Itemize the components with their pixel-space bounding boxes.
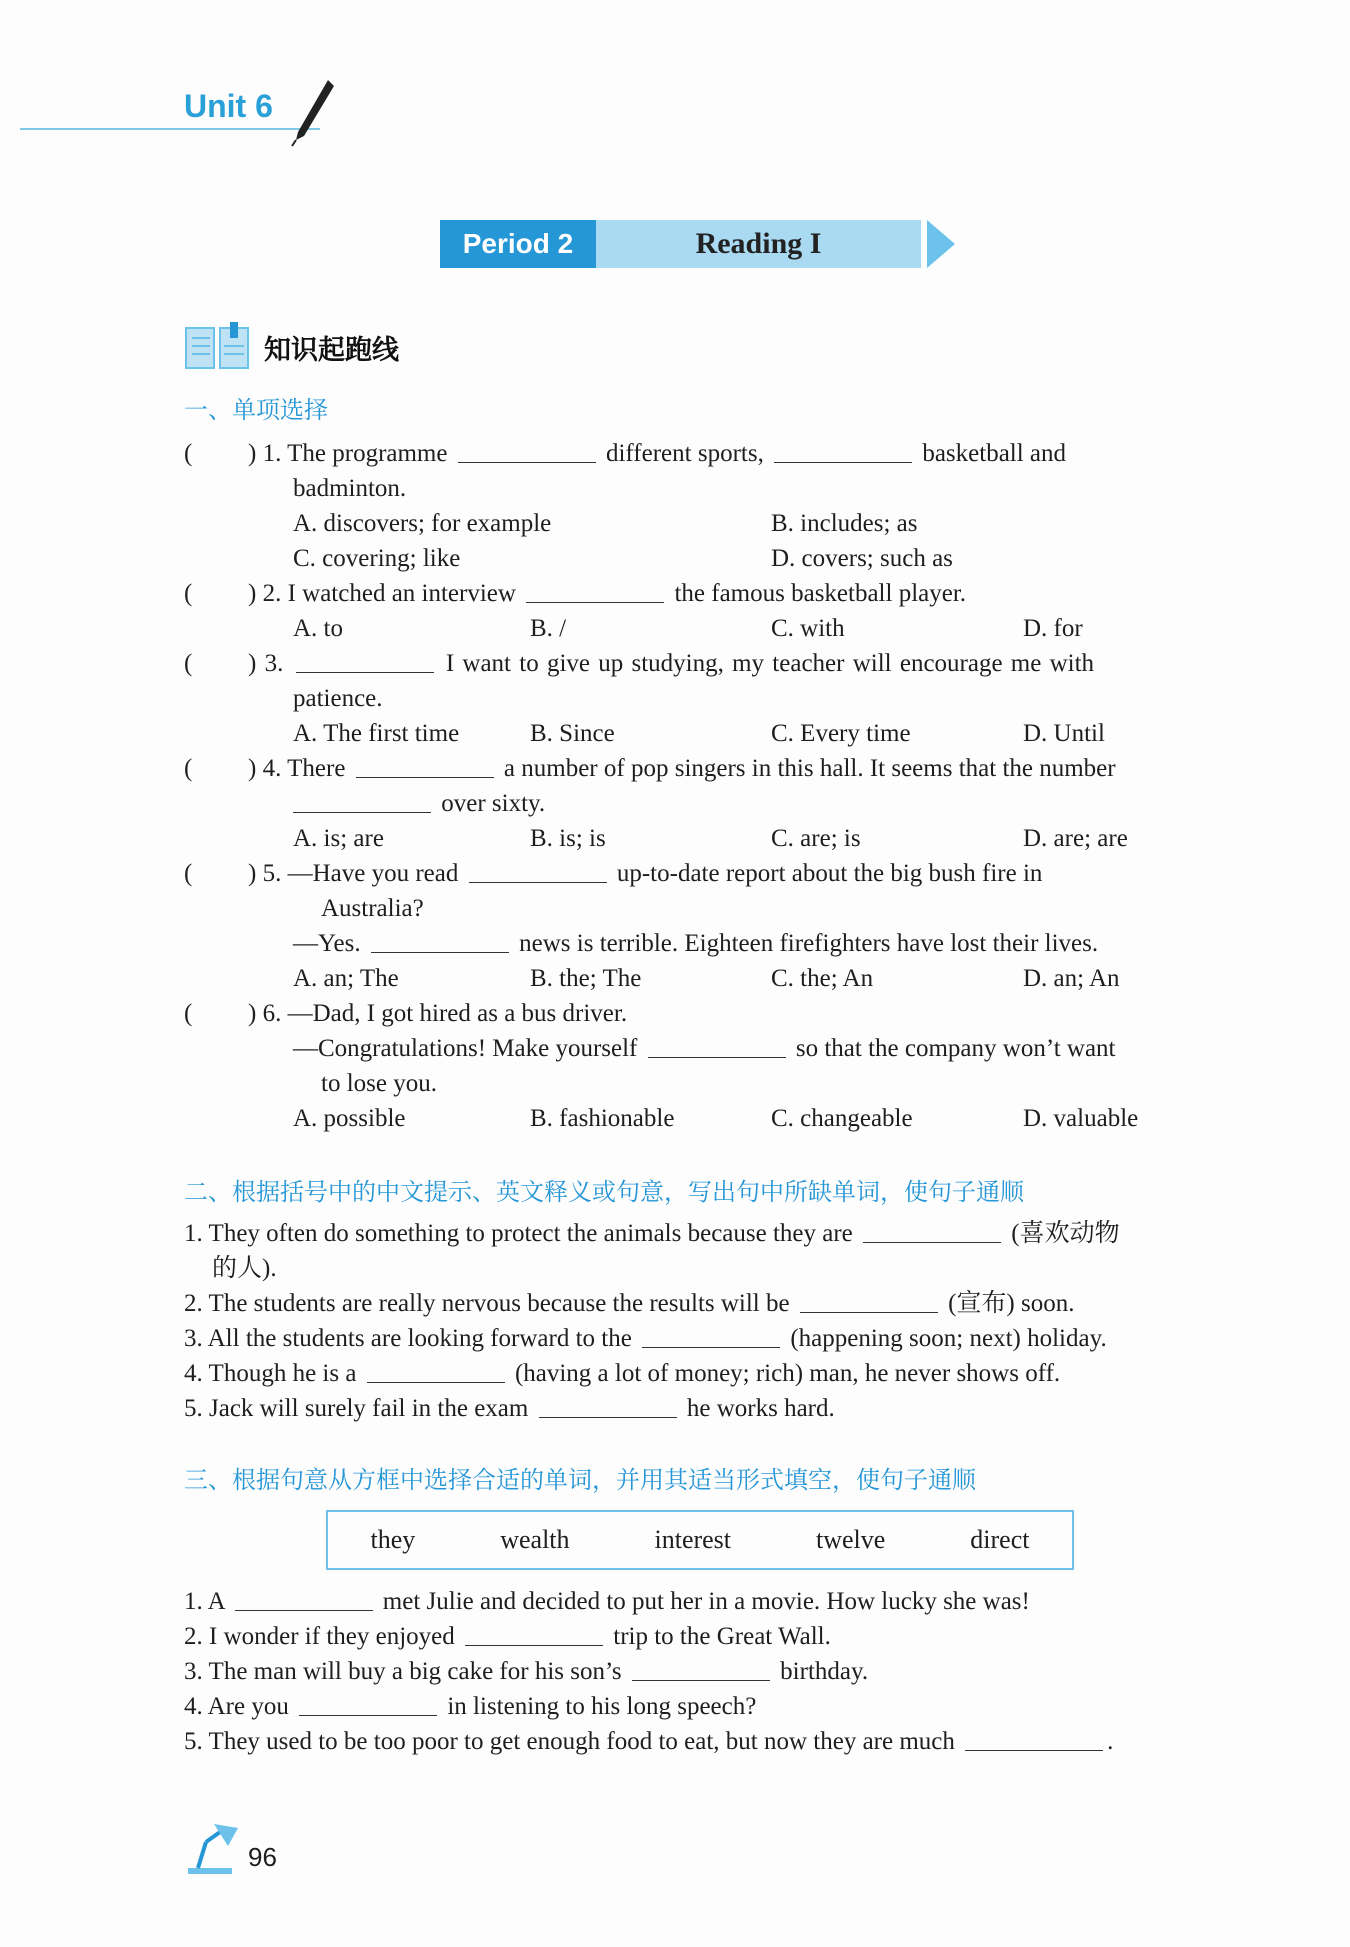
page-number: 96 xyxy=(248,1842,277,1872)
q5-bracket: ( xyxy=(184,860,193,887)
pen-icon xyxy=(290,78,334,148)
word-box-item: interest xyxy=(654,1525,732,1554)
q1-stem-cont: badminton. xyxy=(293,475,407,502)
q4-option-a: A. is; are xyxy=(293,825,384,852)
q6-stem-cont: to lose you. xyxy=(321,1070,437,1097)
p3-sentence-1: 1. A met Julie and decided to put her in a movie. How lucky she was! xyxy=(184,1584,1030,1619)
p3-blank-1[interactable] xyxy=(235,1584,373,1611)
header-rule xyxy=(20,128,320,130)
word-box-item: wealth xyxy=(500,1525,570,1554)
book-icon xyxy=(184,322,250,372)
p3-blank-3[interactable] xyxy=(632,1654,770,1681)
q3-stem: ) 3. I want to give up studying, my teacher will encourage me with xyxy=(248,646,1094,681)
q2-option-d: D. for xyxy=(1023,615,1083,642)
q6-option-a: A. possible xyxy=(293,1105,406,1132)
q4-stem: ) 4. There a number of pop singers in this hall. It seems that the number xyxy=(248,751,1116,786)
q2-bracket: ( xyxy=(184,580,193,607)
q4-bracket: ( xyxy=(184,755,193,782)
p3-blank-2[interactable] xyxy=(465,1619,603,1646)
unit-title: Unit 6 xyxy=(184,88,273,124)
q3-stem-cont: patience. xyxy=(293,685,383,712)
word-box-item: they xyxy=(370,1525,416,1554)
word-box-item: direct xyxy=(970,1525,1030,1554)
p2-blank-4[interactable] xyxy=(367,1356,505,1383)
q2-option-a: A. to xyxy=(293,615,343,642)
q5-stem: ) 5. —Have you read up-to-date report about the big bush fire in xyxy=(248,856,1042,891)
q6-stem: ) 6. —Dad, I got hired as a bus driver. xyxy=(248,1000,628,1027)
part2-heading: 二、根据括号中的中文提示、英文释义或句意，写出句中所缺单词，使句子通顺 xyxy=(184,1178,1024,1206)
q6-response: —Congratulations! Make yourself so that the company won’t want xyxy=(293,1031,1116,1066)
p2-blank-3[interactable] xyxy=(642,1321,780,1348)
q1-bracket: ( xyxy=(184,440,193,467)
q3-blank[interactable] xyxy=(296,646,434,673)
q5-option-d: D. an; An xyxy=(1023,965,1120,992)
p2-blank-5[interactable] xyxy=(539,1391,677,1418)
p3-sentence-2: 2. I wonder if they enjoyed trip to the Great Wall. xyxy=(184,1619,831,1654)
p2-sentence-4: 4. Though he is a (having a lot of money; rich) man, he never shows off. xyxy=(184,1356,1060,1391)
q5-blank-1[interactable] xyxy=(469,856,607,883)
p2-sentence-5: 5. Jack will surely fail in the exam he works hard. xyxy=(184,1391,835,1426)
p3-blank-4[interactable] xyxy=(299,1689,437,1716)
q3-bracket: ( xyxy=(184,650,193,677)
q5-option-b: B. the; The xyxy=(530,965,642,992)
q1-option-a: A. discovers; for example xyxy=(293,510,552,537)
q6-blank[interactable] xyxy=(648,1031,786,1058)
p2-sentence-2: 2. The students are really nervous because the results will be (宣布) soon. xyxy=(184,1286,1075,1321)
q3-option-c: C. Every time xyxy=(771,720,911,747)
p2-sentence-1: 1. They often do something to protect the animals because they are (喜欢动物 xyxy=(184,1216,1120,1251)
q2-option-c: C. with xyxy=(771,615,845,642)
q2-option-b: B. / xyxy=(530,615,567,642)
section-header xyxy=(184,322,399,372)
q5-stem-cont: Australia? xyxy=(321,895,424,922)
p3-sentence-5: 5. They used to be too poor to get enough food to eat, but now they are much . xyxy=(184,1724,1113,1759)
q2-blank[interactable] xyxy=(526,576,664,603)
q4-blank-1[interactable] xyxy=(356,751,494,778)
word-box xyxy=(326,1510,1074,1570)
lamp-icon xyxy=(184,1818,242,1876)
q6-bracket: ( xyxy=(184,1000,193,1027)
part3-heading: 三、根据句意从方框中选择合适的单词，并用其适当形式填空，使句子通顺 xyxy=(184,1466,976,1494)
p2-blank-1[interactable] xyxy=(863,1216,1001,1243)
q6-option-d: D. valuable xyxy=(1023,1105,1139,1132)
q1-option-b: B. includes; as xyxy=(771,510,918,537)
q4-blank-2[interactable] xyxy=(293,786,431,813)
q4-option-b: B. is; is xyxy=(530,825,606,852)
word-box-item: twelve xyxy=(816,1525,886,1554)
period-title: Reading I xyxy=(596,220,921,268)
p2-blank-2[interactable] xyxy=(800,1286,938,1313)
q6-option-b: B. fashionable xyxy=(530,1105,675,1132)
period-label: Period 2 xyxy=(440,220,596,268)
q1-stem: ) 1. The programme different sports, basketball and xyxy=(248,436,1066,471)
section-title: 知识起跑线 xyxy=(264,334,399,365)
q3-option-a: A. The first time xyxy=(293,720,460,747)
q2-stem: ) 2. I watched an interview the famous basketball player. xyxy=(248,576,966,611)
part1-heading: 一、单项选择 xyxy=(184,396,328,424)
p2-sentence-3: 3. All the students are looking forward to the (happening soon; next) holiday. xyxy=(184,1321,1107,1356)
p3-sentence-4: 4. Are you in listening to his long speech? xyxy=(184,1689,756,1724)
q5-response: —Yes. news is terrible. Eighteen firefighters have lost their lives. xyxy=(293,926,1098,961)
q1-option-d: D. covers; such as xyxy=(771,545,953,572)
q3-option-b: B. Since xyxy=(530,720,615,747)
p2-sentence-1-cont: 的人). xyxy=(212,1255,277,1282)
q1-blank-1[interactable] xyxy=(458,436,596,463)
q5-option-c: C. the; An xyxy=(771,965,874,992)
p3-blank-5[interactable] xyxy=(965,1724,1103,1751)
q5-blank-2[interactable] xyxy=(371,926,509,953)
period-banner xyxy=(440,220,955,268)
q6-option-c: C. changeable xyxy=(771,1105,913,1132)
p3-sentence-3: 3. The man will buy a big cake for his son’s birthday. xyxy=(184,1654,868,1689)
q1-blank-2[interactable] xyxy=(774,436,912,463)
q3-option-d: D. Until xyxy=(1023,720,1105,747)
banner-arrow-icon xyxy=(927,220,955,268)
q1-option-c: C. covering; like xyxy=(293,545,461,572)
q4-stem-cont: over sixty. xyxy=(293,786,545,821)
q5-option-a: A. an; The xyxy=(293,965,399,992)
q4-option-d: D. are; are xyxy=(1023,825,1128,852)
q4-option-c: C. are; is xyxy=(771,825,861,852)
